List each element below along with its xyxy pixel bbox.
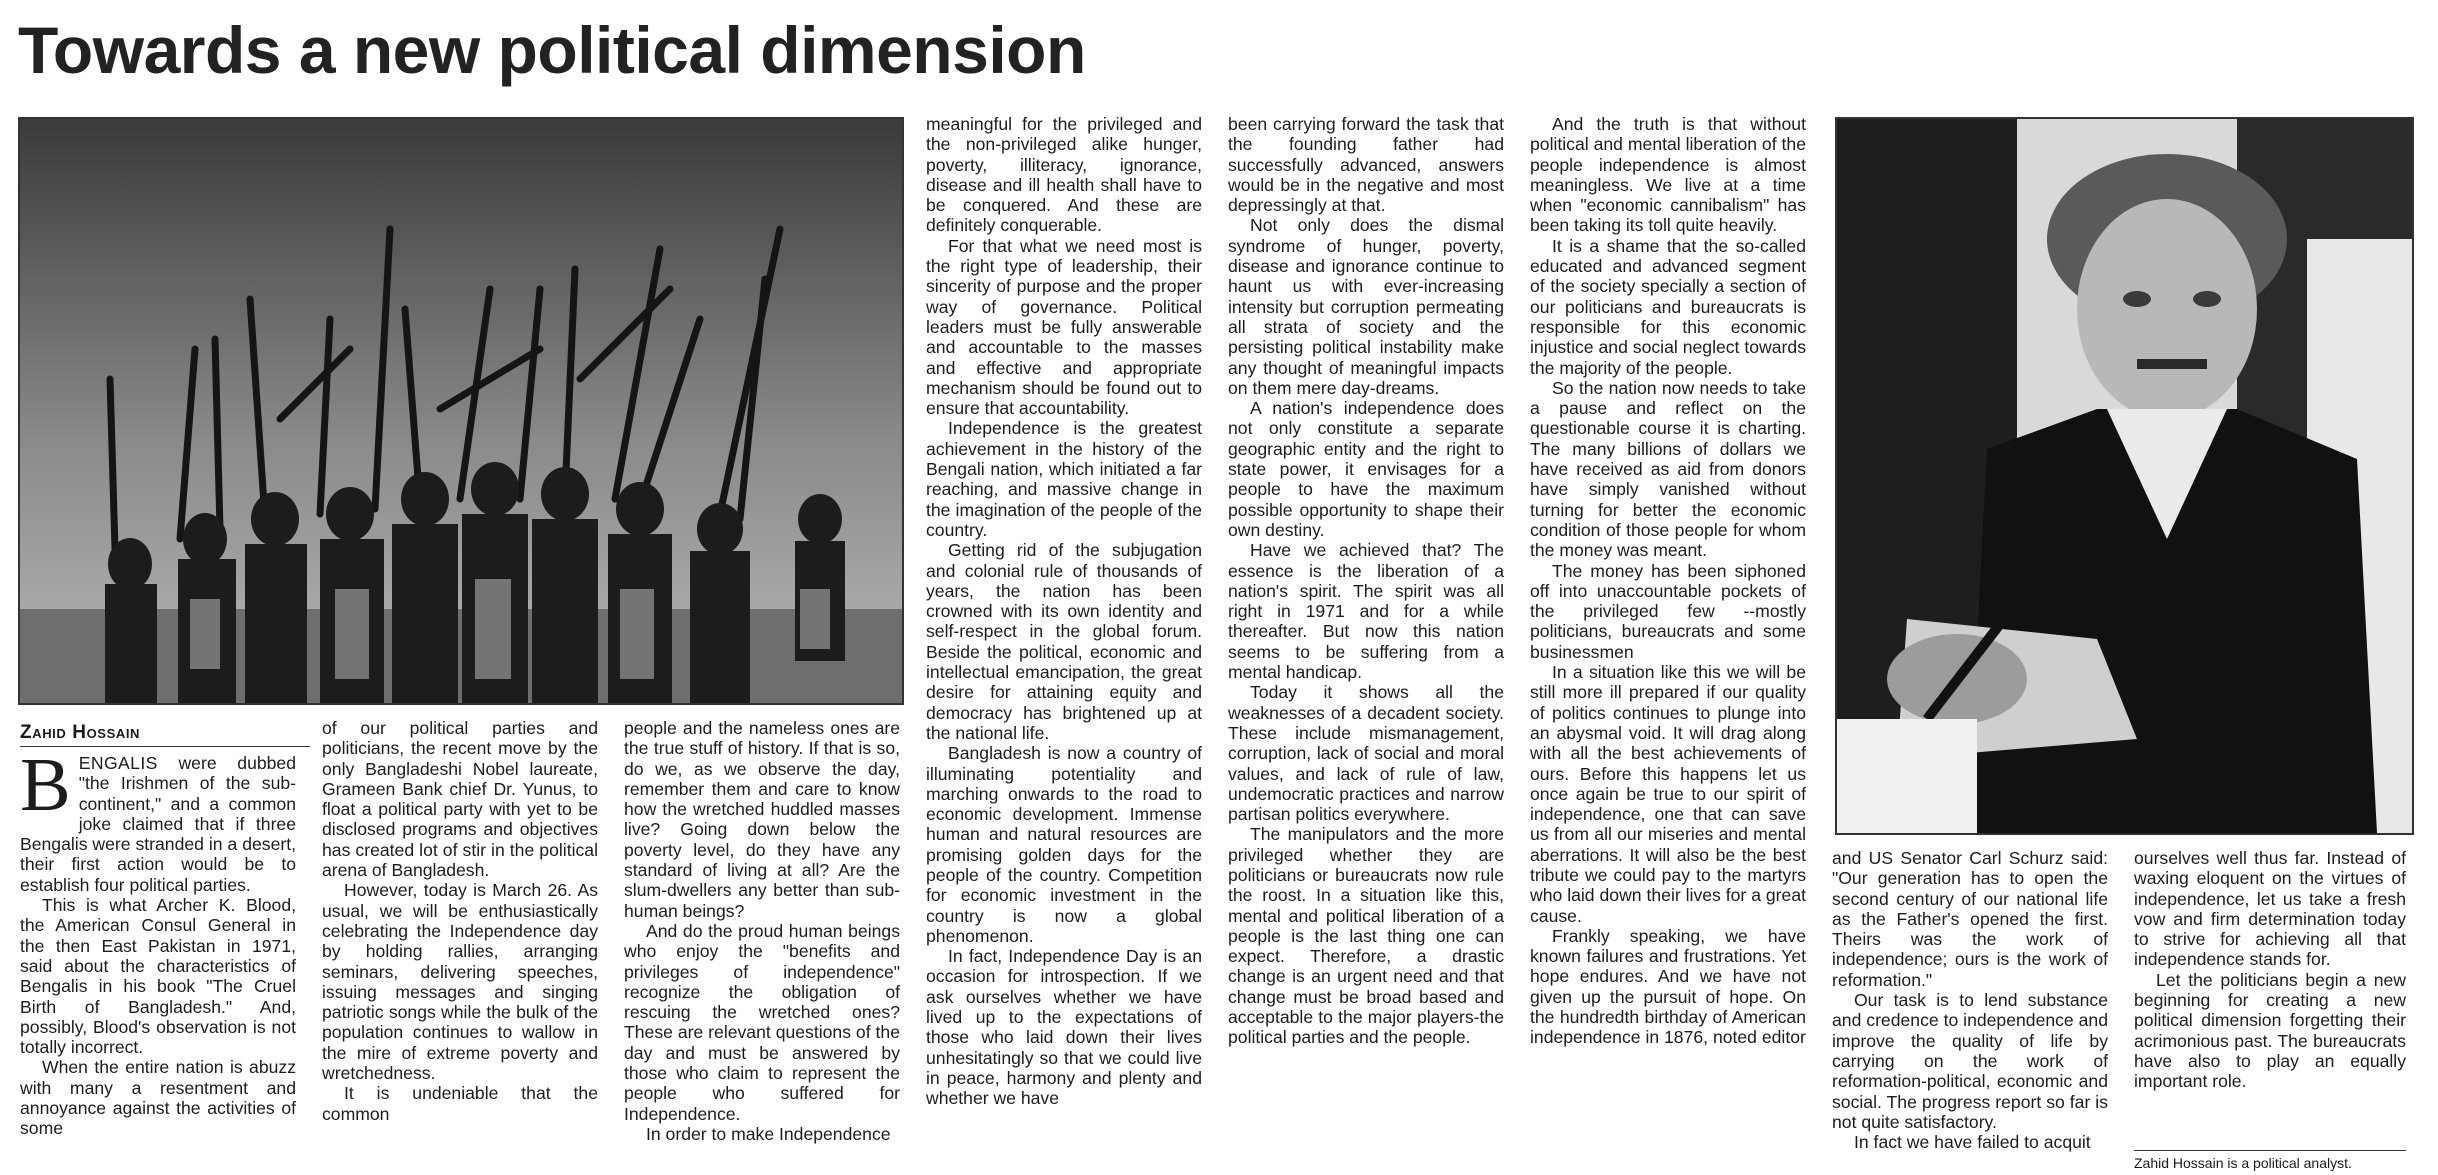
column-8: [2134, 848, 2406, 1143]
column-1-para-3: When the entire nation is abuzz with many a resentment and annoyance against the activities of some: [20, 1057, 296, 1139]
photo-portrait: [1835, 117, 2414, 835]
column-5: [1228, 114, 1504, 1173]
column-5-para-3: A nation's independence does not only constitute a separate geographic entity and the right to state power, it envisages for a people to have the maximum possible opportunity to shape their own destiny.: [1228, 398, 1504, 540]
column-6-para-3: So the nation now needs to take a pause and reflect on the questionable course it is charting. The many billions of dollars we have received as aid from donors have simply vanished without turning for better the economic condition of those people for whom the money was meant.: [1530, 377, 1806, 561]
crowd-photo-illustration: [20, 119, 902, 703]
column-4-para-1: meaningful for the privileged and the non-privileged alike hunger, poverty, illiteracy, ignorance, disease and ill health shall have to be conquered. And these are definitely conquerable.: [926, 114, 1202, 236]
column-7: [1832, 848, 2108, 1173]
portrait-photo-illustration: [1837, 119, 2412, 833]
headline: Towards a new political dimension: [18, 13, 1086, 87]
column-3-para-1: people and the nameless ones are the true stuff of history. If that is so, do we, as we observe the day, remember them and care to know how the wretched huddled masses live? Going down below the poverty level, do they have any standard of living at all? Are the slum-dwellers any better than sub-human beings?: [624, 718, 900, 921]
column-1-para-1: [20, 753, 296, 895]
column-4-para-3: Independence is the greatest achievement in the history of the Bengali nation, which initiated a far reaching, and massive change in the imagination of the people of the country.: [926, 418, 1202, 540]
column-6-para-4: The money has been siphoned off into unaccountable pockets of the privileged few --mostly politicians, bureaucrats and some businessmen: [1530, 560, 1806, 662]
column-2: [322, 718, 598, 1173]
column-4: [926, 114, 1202, 1173]
column-4-para-5: Bangladesh is now a country of illuminating potentiality and marching onwards to the road to economic development. Immense human and natural resources are promising golden days for the people of the country. Competition for economic investment in the country is now a global phenomenon.: [926, 743, 1202, 946]
column-2-para-1: of our political parties and politicians, the recent move by the only Bangladeshi Nobel laureate, Grameen Bank chief Dr. Yunus, to float a political party with yet to be disclosed programs and objectives has created lot of stir in the political arena of Bangladesh.: [322, 718, 598, 881]
dropcap: B: [20, 753, 71, 827]
column-6-para-1: And the truth is that without political and mental liberation of the people independence is almost meaningless. We live at a time when "economic cannibalism" has been taking its toll quite heavily.: [1530, 114, 1806, 236]
column-1-para-2: This is what Archer K. Blood, the American Consul General in the then East Pakistan in 1971, said about the characteristics of Bengalis in his book "The Cruel Birth of Bangladesh." And, possibly, Blood's observation is not totally incorrect.: [20, 895, 296, 1058]
column-5-para-2: Not only does the dismal syndrome of hunger, poverty, disease and ignorance continue to haunt us with ever-increasing intensity but corruption permeating all strata of society and the persisting political instability make any thought of meaningful impacts on them mere day-dreams.: [1228, 215, 1504, 398]
photo-crowd-rifles: [18, 117, 904, 705]
column-3: [624, 718, 900, 1173]
column-2-para-2: However, today is March 26. As usual, we will be enthusiastically celebrating the Independence day by holding rallies, arranging seminars, delivering speeches, issuing messages and singing patriotic songs while the bulk of the population continues to wallow in the mire of extreme poverty and wretchedness.: [322, 880, 598, 1084]
column-5-para-6: The manipulators and the more privileged whether they are politicians or bureaucrats now rule the roost. In a situation like this, mental and political liberation of a people is the last thing one can expect. Therefore, a drastic change is an urgent need and that change must be broad based and acceptable to the major players-the political parties and the people.: [1228, 824, 1504, 1048]
column-7-para-1: and US Senator Carl Schurz said: "Our generation has to open the second century of our national life as the Father's opened the first. Theirs was the work of independence; ours is the work of reformation.": [1832, 848, 2108, 990]
column-4-para-6: In fact, Independence Day is an occasion for introspection. If we ask ourselves whether we have lived up to the expectations of those who laid down their lives unhesitatingly so that we could live in peace, harmony and plenty and whether we have: [926, 946, 1202, 1109]
column-8-para-1: ourselves well thus far. Instead of waxing eloquent on the virtues of independence, let us take a fresh vow and firm determination today to strive for achieving all that independence stands for.: [2134, 848, 2406, 970]
column-4-para-2: For that what we need most is the right type of leadership, their sincerity of purpose and the proper way of governance. Political leaders must be fully answerable and accountable to the masses and effective and appropriate mechanism should be found out to ensure that accountability.: [926, 235, 1202, 419]
column-4-para-4: Getting rid of the subjugation and colonial rule of thousands of years, the nation has been crowned with its own identity and self-respect in the global forum. Beside the political, economic and intellectual emancipation, the great desire for attaining equity and democracy has brightened up at the national life.: [926, 540, 1202, 743]
column-6-para-2: It is a shame that the so-called educated and advanced segment of the society specially a section of our politicians and bureaucrats is responsible for this economic injustice and social neglect towards the majority of the people.: [1530, 235, 1806, 378]
column-3-para-2: And do the proud human beings who enjoy the "benefits and privileges of independence" recognize the obligation of rescuing the wretched ones? These are relevant questions of the day and must be answered by those who claim to represent the people who suffered for Independence.: [624, 920, 900, 1124]
column-7-para-3: In fact we have failed to acquit: [1854, 1132, 2091, 1153]
column-7-para-2: Our task is to lend substance and credence to independence and improve the quality of life by carrying on the work of reformation-political, economic and social. The progress report so far is not quite satisfactory.: [1832, 990, 2108, 1132]
column-6-para-5: In a situation like this we will be still more ill prepared if our quality of politics continues to plunge into an abysmal void. It will drag along with all the best achievements of ours. Before this happens let us once again be true to our spirit of independence, one that can save us from all our miseries and mental aberrations. It will also be the best tribute we could pay to the martyrs who laid down their lives for a great cause.: [1530, 662, 1806, 926]
column-5-para-5: Today it shows all the weaknesses of a decadent society. These include mismanagement, corruption, lack of social and moral values, and lack of rule of law, undemocratic practices and narrow partisan politics everywhere.: [1228, 682, 1504, 825]
column-1-para-1-text: were dubbed "the Irishmen of the sub-continent," and a common joke claimed that if three Bengalis were stranded in a desert, their first action would be to establish four political parties.: [20, 753, 296, 895]
column-6: [1530, 114, 1806, 1173]
column-5-para-1: been carrying forward the task that the founding father had successfully advanced, answers would be in the negative and most depressingly at that.: [1228, 114, 1504, 216]
column-8-para-2: Let the politicians begin a new beginning for creating a new political dimension forgetting their acrimonious past. The bureaucrats have also to play an equally important role.: [2134, 969, 2406, 1092]
column-2-para-3: It is undeniable that the common: [322, 1083, 598, 1124]
dropcap-rest: ENGALIS: [78, 753, 158, 773]
column-6-para-6: Frankly speaking, we have known failures and frustrations. Yet hope endures. And we have not given up the pursuit of hope. On the hundredth birthday of American independence in 1876, noted editor: [1530, 925, 1806, 1048]
column-1: [20, 753, 296, 1173]
column-5-para-4: Have we achieved that? The essence is the liberation of a nation's spirit. The spirit was all right in 1971 and for a while thereafter. But now this nation seems to be suffering from a mental handicap.: [1228, 540, 1504, 683]
byline: Zahid Hossain: [20, 722, 310, 747]
author-note: Zahid Hossain is a political analyst.: [2134, 1150, 2406, 1171]
column-3-para-3: In order to make Independence: [646, 1123, 891, 1144]
